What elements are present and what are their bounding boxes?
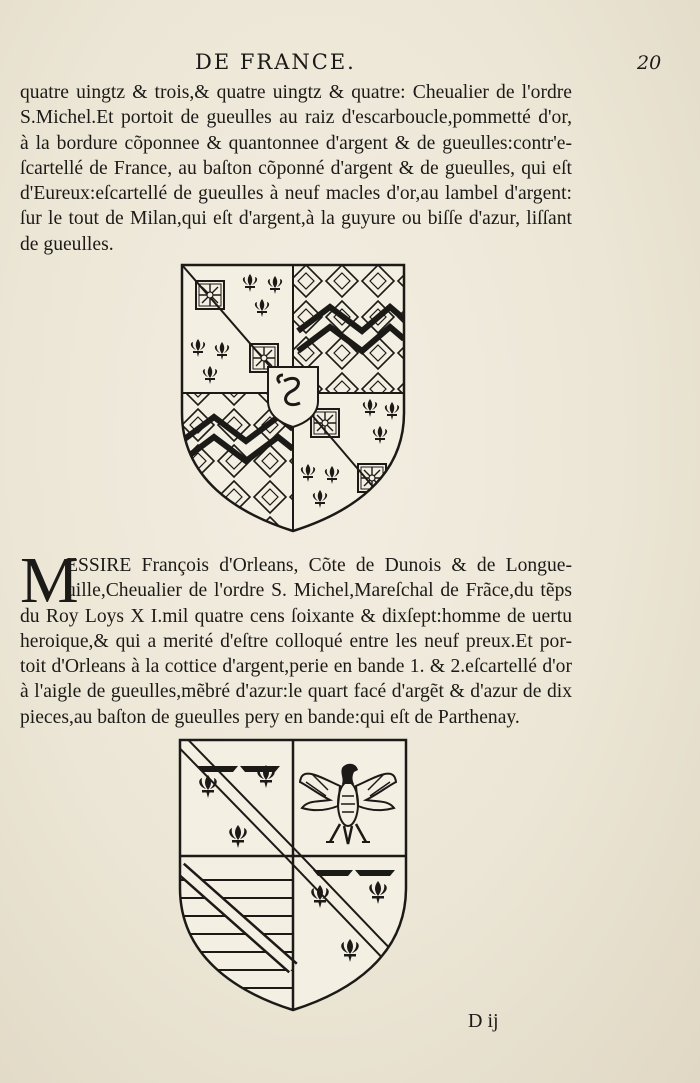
text-line: ſcartellé de France, au baſton cõponné d'argent & de gueulles, qui eſt: [20, 157, 572, 179]
drop-capital: M: [20, 544, 79, 617]
running-title: DE FRANCE.: [195, 50, 356, 74]
paragraph-2: [20, 544, 572, 730]
text-line: à l'aigle de gueulles,mẽbré d'azur:le quart facé d'argẽt & d'azur de dix: [20, 681, 572, 703]
text-line: ESSIRE François d'Orleans, Cõte de Dunois & de Longue-: [66, 555, 572, 576]
text-line: de gueulles.: [20, 233, 114, 255]
signature-mark: D ij: [468, 1010, 499, 1032]
text-line: heroique,& qui a merité d'eſtre colloqué entre les neuf preux.Et por-: [20, 630, 572, 652]
text-line: ſur le tout de Milan,qui eſt d'argent,à la guyure ou biſſe d'azur, liſſant: [20, 208, 572, 230]
text-line: toit d'Orleans à la cottice d'argent,perie en bande 1. & 2.eſcartellé d'or: [20, 656, 572, 678]
text-line: quatre uingtz & trois,& quatre uingtz & quatre: Cheualier de l'ordre: [20, 82, 572, 103]
text-line: pieces,au baſton de gueulles pery en bande:qui eſt de Parthenay.: [20, 706, 520, 728]
text-line: à la bordure cõponnee & quantonnee d'argent & de gueulles:contr'e-: [20, 132, 572, 154]
page-number: 20: [637, 52, 662, 74]
text-line: d'Eureux:eſcartellé de gueulles à neuf macles d'or,au lambel d'argent:: [20, 183, 572, 205]
coat-of-arms-1: [180, 263, 406, 533]
text-line: uille,Cheualier de l'ordre S. Michel,Mareſchal de Frãce,du tẽps: [66, 580, 572, 602]
text-line: S.Michel.Et portoit de gueulles au raiz d'escarboucle,pommetté d'or,: [20, 107, 572, 129]
paragraph-1: [20, 80, 572, 257]
text-line: du Roy Loys X I.mil quatre cens ſoixante & dixſept:homme de uertu: [20, 605, 572, 627]
coat-of-arms-2: [178, 738, 408, 1012]
